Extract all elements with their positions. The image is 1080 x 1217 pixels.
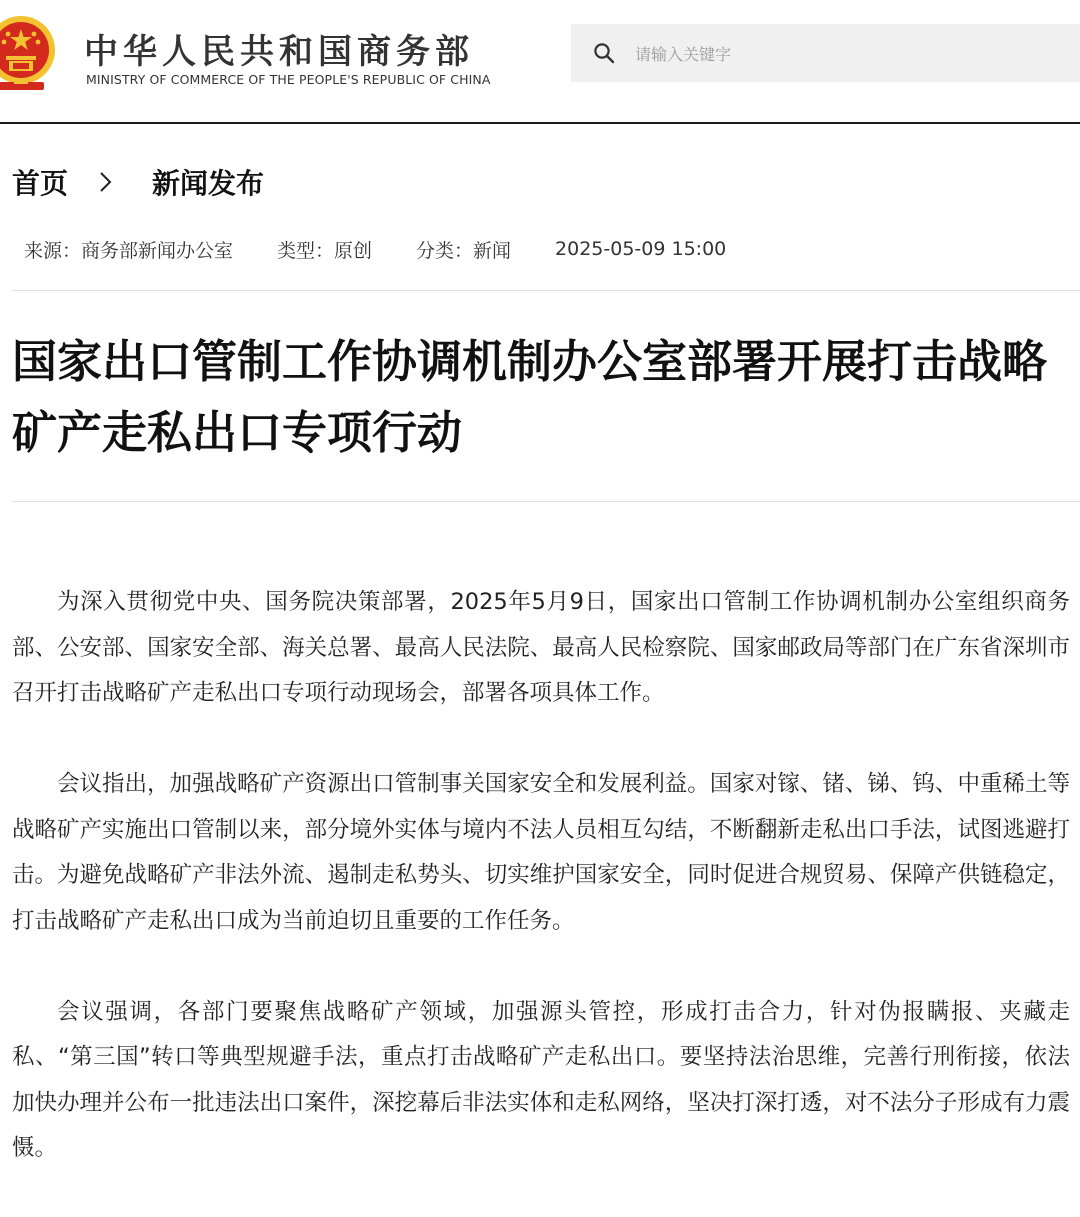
meta-divider	[12, 290, 1080, 291]
article-meta	[24, 234, 770, 264]
ministry-name-english: MINISTRY OF COMMERCE OF THE PEOPLE'S REPUBLIC OF CHINA	[86, 72, 491, 87]
breadcrumb-current[interactable]: 新闻发布	[152, 167, 265, 200]
breadcrumb	[12, 160, 264, 204]
meta-source: 来源：商务部新闻办公室	[24, 239, 234, 262]
article-title: 国家出口管制工作协调机制办公室部署开展打击战略矿产走私出口专项行动	[12, 335, 1048, 459]
search-box[interactable]	[571, 24, 1080, 82]
national-emblem-icon[interactable]	[0, 12, 58, 96]
meta-type: 类型：原创	[277, 239, 373, 262]
title-divider	[12, 501, 1080, 502]
ministry-name: 中华人民共和国商务部	[84, 32, 474, 72]
article-body	[12, 580, 1070, 1217]
breadcrumb-home-link[interactable]: 首页	[12, 167, 69, 200]
search-icon[interactable]	[593, 42, 615, 64]
chevron-right-icon	[90, 166, 122, 198]
article-paragraph: 会议指出，加强战略矿产资源出口管制事关国家安全和发展利益。国家对镓、锗、锑、钨、中重稀土等战略矿产实施出口管制以来，部分境外实体与境内不法人员相互勾结，不断翻新走私出口手法，试图逃避打击。为避免战略矿产非法外流、遏制走私势头、切实维护国家安全，同时促进合规贸易、保障产供链稳定，打击战略矿产走私出口成为当前迫切且重要的工作任务。	[12, 771, 1070, 934]
search-input[interactable]	[633, 34, 1057, 74]
meta-category: 分类：新闻	[416, 239, 512, 262]
article-paragraph: 为深入贯彻党中央、国务院决策部署，2025年5月9日，国家出口管制工作协调机制办公室组织商务部、公安部、国家安全部、海关总署、最高人民法院、最高人民检察院、国家邮政局等部门在广东省深圳市召开打击战略矿产走私出口专项行动现场会，部署各项具体工作。	[12, 589, 1070, 706]
meta-datetime: 2025-05-09 15:00	[555, 238, 727, 260]
article-paragraph: 会议强调，各部门要聚焦战略矿产领域，加强源头管控，形成打击合力，针对伪报瞒报、夹藏走私、“第三国”转口等典型规避手法，重点打击战略矿产走私出口。要坚持法治思维，完善行刑衔接，依法加快办理并公布一批违法出口案件，深挖幕后非法实体和走私网络，坚决打深打透，对不法分子形成有力震慑。	[12, 998, 1070, 1161]
site-header	[0, 0, 1080, 124]
